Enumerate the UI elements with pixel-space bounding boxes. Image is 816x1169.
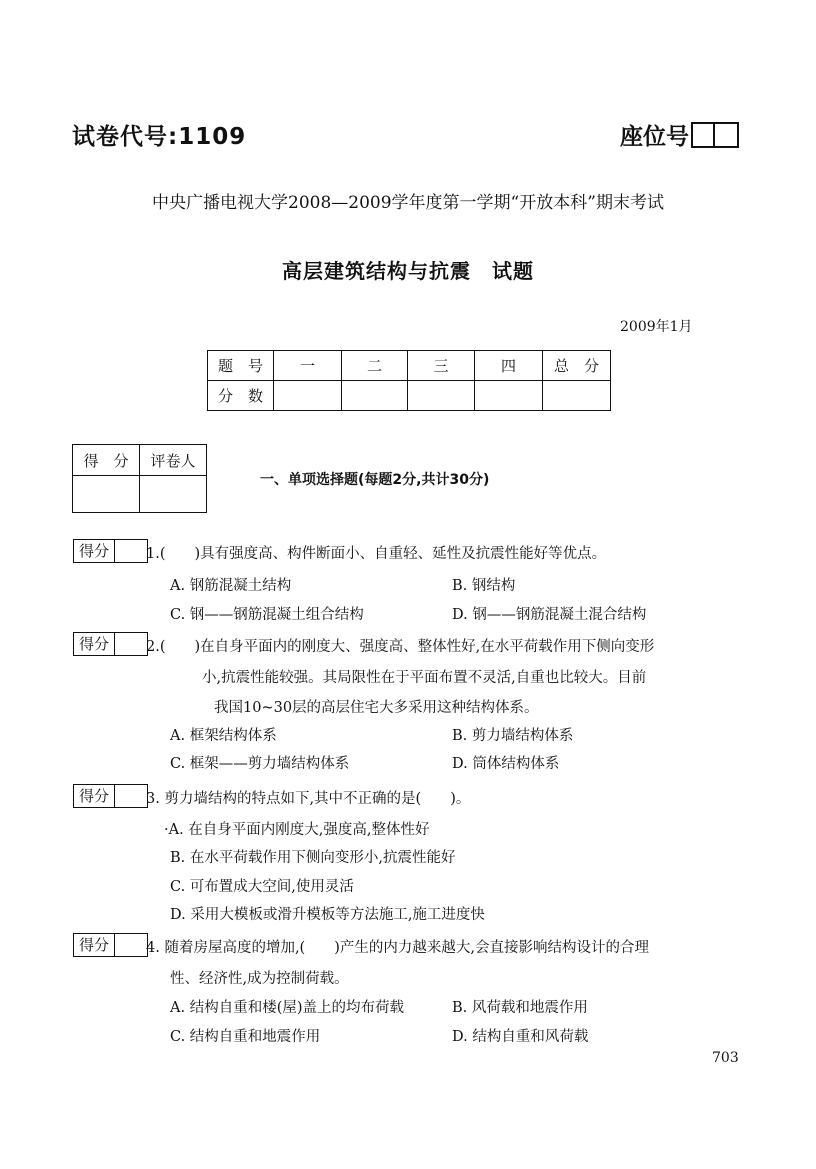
score-table-header-row bbox=[208, 351, 611, 381]
seat-label: 座位号 bbox=[620, 124, 689, 150]
grader-name-cell[interactable] bbox=[140, 476, 207, 513]
seat-number bbox=[620, 118, 739, 151]
score-table-score-row bbox=[208, 381, 611, 411]
seat-box bbox=[691, 122, 715, 148]
question-score-box bbox=[73, 933, 148, 957]
question-4-option-d: D. 结构自重和风荷载 bbox=[452, 1029, 589, 1045]
question-3-stem: 3. 剪力墙结构的特点如下,其中不正确的是( )。 bbox=[146, 791, 471, 807]
score-entry-cell[interactable] bbox=[274, 381, 342, 411]
exam-date: 2009年1月 bbox=[620, 319, 693, 335]
grader-score-cell[interactable] bbox=[73, 476, 140, 513]
question-2-stem-line: 我国10~30层的高层住宅大多采用这种结构体系。 bbox=[214, 700, 539, 716]
question-4-option-c: C. 结构自重和地震作用 bbox=[170, 1029, 321, 1045]
question-4-option-a: A. 结构自重和楼(屋)盖上的均布荷载 bbox=[170, 1000, 405, 1016]
university-title: 中央广播电视大学2008—2009学年度第一学期“开放本科”期末考试 bbox=[152, 193, 664, 213]
question-3-option-d: D. 采用大模板或滑升模板等方法施工,施工进度快 bbox=[170, 907, 485, 923]
question-3-option-a: ·A. 在自身平面内刚度大,强度高,整体性好 bbox=[164, 822, 430, 838]
score-table-cell: 总 分 bbox=[543, 351, 611, 381]
question-4-stem-line: 4. 随着房屋高度的增加,( )产生的内力越来越大,会直接影响结构设计的合理 bbox=[146, 940, 649, 956]
score-entry-cell[interactable] bbox=[342, 381, 408, 411]
score-box-blank[interactable] bbox=[115, 540, 147, 562]
score-table-cell: 三 bbox=[408, 351, 475, 381]
score-table-cell: 一 bbox=[274, 351, 342, 381]
score-box-label: 得分 bbox=[74, 785, 115, 807]
score-table-cell: 题 号 bbox=[208, 351, 274, 381]
score-table-cell: 四 bbox=[475, 351, 543, 381]
grader-table bbox=[72, 444, 207, 513]
score-entry-cell[interactable] bbox=[475, 381, 543, 411]
score-table-cell: 二 bbox=[342, 351, 408, 381]
score-table bbox=[207, 350, 611, 411]
question-1-option-a: A. 钢筋混凝土结构 bbox=[170, 578, 292, 594]
score-entry-cell[interactable] bbox=[543, 381, 611, 411]
score-box-blank[interactable] bbox=[115, 785, 147, 807]
question-4-stem-line: 性、经济性,成为控制荷载。 bbox=[170, 971, 349, 987]
score-table-cell: 分 数 bbox=[208, 381, 274, 411]
section-title: 一、单项选择题(每题2分,共计30分) bbox=[260, 472, 490, 488]
page-number: 703 bbox=[712, 1050, 739, 1066]
score-entry-cell[interactable] bbox=[408, 381, 475, 411]
question-2-stem-line: 2.( )在自身平面内的刚度大、强度高、整体性好,在水平荷载作用下侧向变形 bbox=[146, 639, 655, 655]
question-2-option-c: C. 框架——剪力墙结构体系 bbox=[170, 756, 350, 772]
score-box-label: 得分 bbox=[74, 540, 115, 562]
question-3-option-b: B. 在水平荷载作用下侧向变形小,抗震性能好 bbox=[170, 850, 456, 866]
question-score-box bbox=[73, 632, 148, 656]
question-1-option-c: C. 钢——钢筋混凝土组合结构 bbox=[170, 607, 364, 623]
question-1-stem: 1.( )具有强度高、构件断面小、自重轻、延性及抗震性能好等优点。 bbox=[146, 546, 607, 562]
question-3-option-c: C. 可布置成大空间,使用灵活 bbox=[170, 879, 354, 895]
seat-number-boxes bbox=[691, 122, 739, 148]
paper-code: 试卷代号:1109 bbox=[72, 124, 247, 150]
question-1-option-b: B. 钢结构 bbox=[452, 578, 516, 594]
score-box-blank[interactable] bbox=[115, 934, 147, 956]
question-2-option-d: D. 筒体结构体系 bbox=[452, 756, 560, 772]
score-box-blank[interactable] bbox=[115, 633, 147, 655]
question-1-option-d: D. 钢——钢筋混凝土混合结构 bbox=[452, 607, 647, 623]
question-2-option-b: B. 剪力墙结构体系 bbox=[452, 728, 574, 744]
score-box-label: 得分 bbox=[74, 934, 115, 956]
question-score-box bbox=[73, 784, 148, 808]
question-4-option-b: B. 风荷载和地震作用 bbox=[452, 1000, 588, 1016]
seat-box bbox=[715, 122, 739, 148]
grader-name-label: 评卷人 bbox=[140, 445, 207, 476]
question-2-stem-line: 小,抗震性能较强。其局限性在于平面布置不灵活,自重也比较大。目前 bbox=[202, 670, 647, 686]
score-box-label: 得分 bbox=[74, 633, 115, 655]
question-2-option-a: A. 框架结构体系 bbox=[170, 728, 277, 744]
question-score-box bbox=[73, 539, 148, 563]
exam-title: 高层建筑结构与抗震 试题 bbox=[282, 259, 534, 283]
grader-score-label: 得 分 bbox=[73, 445, 140, 476]
